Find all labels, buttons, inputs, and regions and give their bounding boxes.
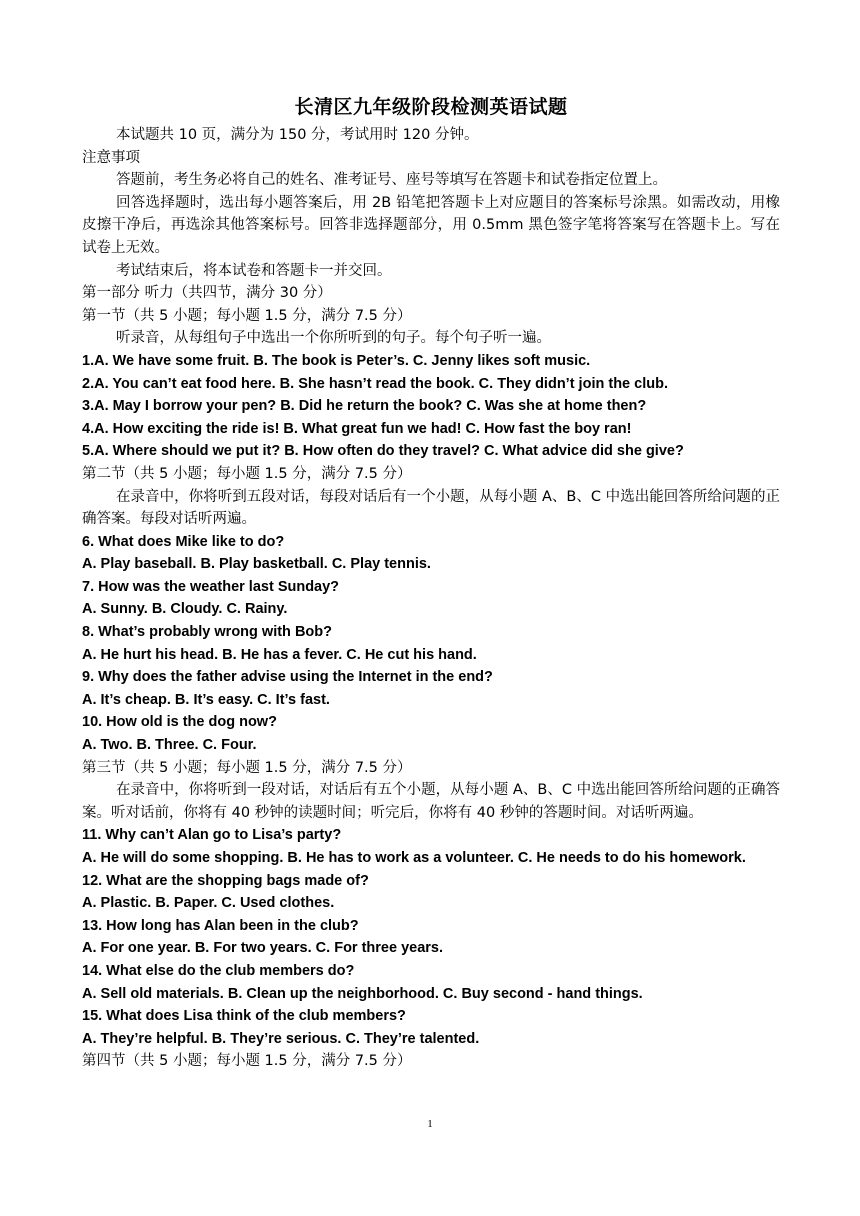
- question-8-options: A. He hurt his head. B. He has a fever. C. He cut his hand.: [82, 646, 477, 663]
- question-15-options: A. They’re helpful. B. They’re serious. C. They’re talented.: [82, 1030, 480, 1047]
- page-content: [82, 94, 780, 1073]
- notice-item-1: 答题前，考生务必将自己的姓名、准考证号、座号等填写在答题卡和试卷指定位置上。: [116, 172, 667, 189]
- question-12-options: A. Plastic. B. Paper. C. Used clothes.: [82, 895, 335, 912]
- section-2-heading: 第二节（共 5 小题；每小题 1.5 分，满分 7.5 分）: [82, 465, 412, 482]
- question-10-options: A. Two. B. Three. C. Four.: [82, 737, 257, 754]
- question-11: 11. Why can’t Alan go to Lisa’s party?: [82, 827, 342, 844]
- section-4-heading: 第四节（共 5 小题；每小题 1.5 分，满分 7.5 分）: [82, 1053, 412, 1070]
- question-2: 2.A. You can’t eat food here. B. She hasn’t read the book. C. They didn’t join the club.: [82, 375, 668, 392]
- section-3-instruction: 在录音中，你将听到一段对话，对话后有五个小题，从每小题 A、B、C 中选出能回答所给问题的正确答案。听对话前，你将有 40 秒钟的读题时间；听完后，你将有 40 秒钟的答题时间。对话听两遍。: [82, 782, 780, 821]
- question-14: 14. What else do the club members do?: [82, 962, 355, 979]
- question-7-options: A. Sunny. B. Cloudy. C. Rainy.: [82, 601, 288, 618]
- question-6-options: A. Play baseball. B. Play basketball. C. Play tennis.: [82, 556, 431, 573]
- part-1-heading: 第一部分 听力（共四节，满分 30 分）: [82, 285, 332, 302]
- notice-item-2: 回答选择题时，选出每小题答案后，用 2B 铅笔把答题卡上对应题目的答案标号涂黑。如需改动，用橡皮擦干净后，再选涂其他答案标号。回答非选择题部分，用 0.5mm 黑色签字笔将答案写在答题卡上。写在试卷上无效。: [82, 194, 780, 256]
- notice-item-3: 考试结束后，将本试卷和答题卡一并交回。: [116, 262, 392, 279]
- page-number: 1: [427, 1118, 433, 1130]
- question-12: 12. What are the shopping bags made of?: [82, 872, 369, 889]
- question-9-options: A. It’s cheap. B. It’s easy. C. It’s fast.: [82, 691, 330, 708]
- exam-intro: 本试题共 10 页，满分为 150 分，考试用时 120 分钟。: [116, 127, 479, 143]
- question-4: 4.A. How exciting the ride is! B. What great fun we had! C. How fast the boy ran!: [82, 420, 632, 437]
- question-3: 3.A. May I borrow your pen? B. Did he return the book? C. Was she at home then?: [82, 398, 647, 415]
- question-15: 15. What does Lisa think of the club members?: [82, 1008, 406, 1025]
- question-7: 7. How was the weather last Sunday?: [82, 578, 340, 595]
- question-11-options: A. He will do some shopping. B. He has to work as a volunteer. C. He needs to do his homework.: [82, 850, 746, 866]
- question-1: 1.A. We have some fruit. B. The book is Peter’s. C. Jenny likes soft music.: [82, 352, 591, 369]
- question-14-options: A. Sell old materials. B. Clean up the neighborhood. C. Buy second - hand things.: [82, 985, 643, 1002]
- question-13: 13. How long has Alan been in the club?: [82, 917, 359, 934]
- question-13-options: A. For one year. B. For two years. C. For three years.: [82, 940, 444, 957]
- notice-heading: 注意事项: [82, 149, 140, 166]
- section-2-instruction: 在录音中，你将听到五段对话，每段对话后有一个小题，从每小题 A、B、C 中选出能回答所给问题的正确答案。每段对话听两遍。: [82, 488, 780, 528]
- section-3-heading: 第三节（共 5 小题；每小题 1.5 分，满分 7.5 分）: [82, 759, 412, 776]
- question-10: 10. How old is the dog now?: [82, 714, 277, 731]
- section-1-instruction: 听录音，从每组句子中选出一个你所听到的句子。每个句子听一遍。: [116, 330, 551, 347]
- page-title: 长清区九年级阶段检测英语试题: [294, 96, 568, 118]
- question-5: 5.A. Where should we put it? B. How often do they travel? C. What advice did she give?: [82, 443, 684, 460]
- question-6: 6. What does Mike like to do?: [82, 533, 285, 550]
- section-1-heading: 第一节（共 5 小题；每小题 1.5 分，满分 7.5 分）: [82, 307, 412, 324]
- question-9: 9. Why does the father advise using the Internet in the end?: [82, 669, 493, 686]
- question-8: 8. What’s probably wrong with Bob?: [82, 624, 332, 641]
